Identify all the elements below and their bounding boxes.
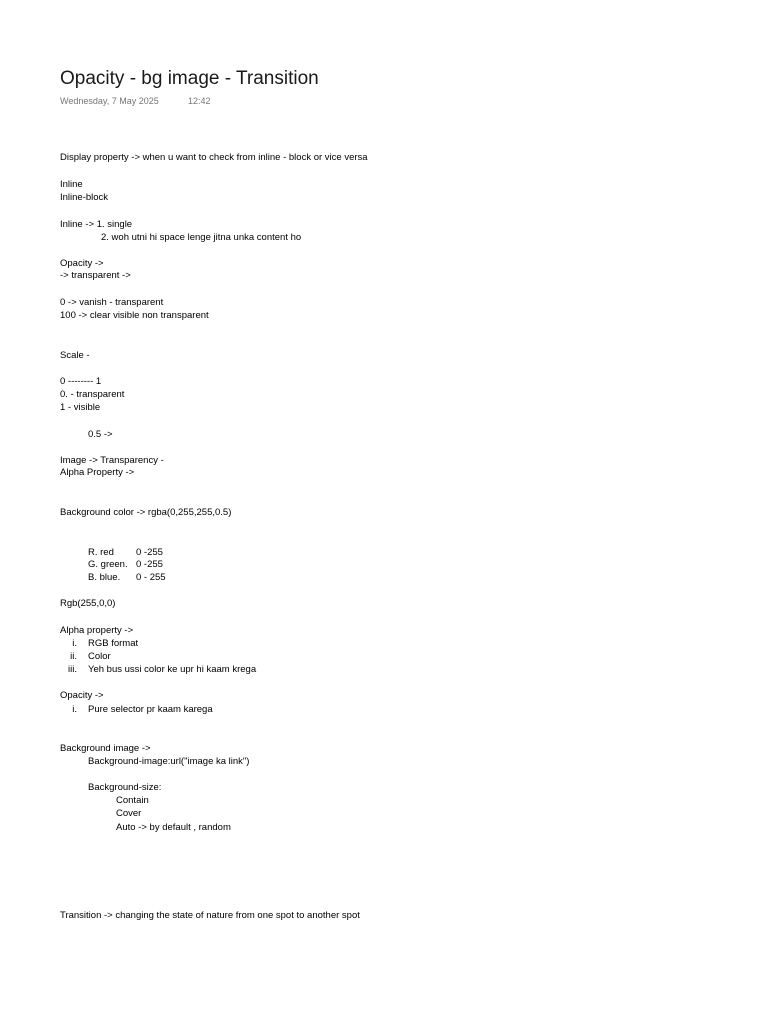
note-line: Inline -> 1. single (60, 219, 133, 230)
note-line: 1 - visible (60, 402, 101, 413)
note-line: Background color -> rgba(0,255,255,0.5) (60, 507, 232, 518)
note-line: Opacity -> (60, 690, 104, 701)
note-line: Transition -> changing the state of nature from one spot to another spot (60, 910, 360, 921)
list-marker: i. (72, 704, 77, 715)
note-line: 2. woh utni hi space lenge jitna unka content ho (101, 232, 302, 243)
note-line: 0 -> vanish - transparent (60, 297, 164, 308)
page-title: Opacity - bg image - Transition (60, 68, 319, 89)
page-time: 12:42 (188, 96, 211, 106)
note-line: 0 -------- 1 (60, 376, 102, 387)
list-marker: ii. (70, 651, 77, 662)
note-line: Alpha Property -> (60, 467, 135, 478)
note-line: Background-image:url("image ka link") (88, 756, 250, 767)
note-line: 0. - transparent (60, 389, 125, 400)
note-line: 100 -> clear visible non transparent (60, 310, 209, 321)
rgb-row-range: 0 - 255 (136, 572, 166, 583)
list-marker: iii. (68, 664, 77, 675)
note-line: Background image -> (60, 743, 151, 754)
note-line: Inline-block (60, 192, 109, 203)
list-item: RGB format (88, 638, 139, 649)
bg-size-option: Cover (116, 808, 142, 819)
rgb-row-range: 0 -255 (136, 547, 163, 558)
note-line: -> transparent -> (60, 270, 131, 281)
rgb-row-label: R. red (88, 547, 114, 558)
note-line: Alpha property -> (60, 625, 134, 636)
bg-size-option: Contain (116, 795, 149, 806)
note-line: Scale - (60, 350, 90, 361)
page-date: Wednesday, 7 May 2025 (60, 96, 159, 106)
note-line: Display property -> when u want to check from inline - block or vice versa (60, 152, 368, 163)
rgb-row-label: B. blue. (88, 572, 121, 583)
note-line: 0.5 -> (88, 429, 113, 440)
note-line: Rgb(255,0,0) (60, 598, 116, 609)
rgb-row-range: 0 -255 (136, 559, 163, 570)
note-line: Inline (60, 179, 83, 190)
note-line: Background-size: (88, 782, 162, 793)
note-line: Opacity -> (60, 258, 104, 269)
list-item: Color (88, 651, 111, 662)
list-marker: i. (72, 638, 77, 649)
list-item: Pure selector pr kaam karega (88, 704, 213, 715)
list-item: Yeh bus ussi color ke upr hi kaam krega (88, 664, 257, 675)
rgb-row-label: G. green. (88, 559, 128, 570)
bg-size-option: Auto -> by default , random (116, 822, 231, 833)
note-line: Image -> Transparency - (60, 455, 164, 466)
